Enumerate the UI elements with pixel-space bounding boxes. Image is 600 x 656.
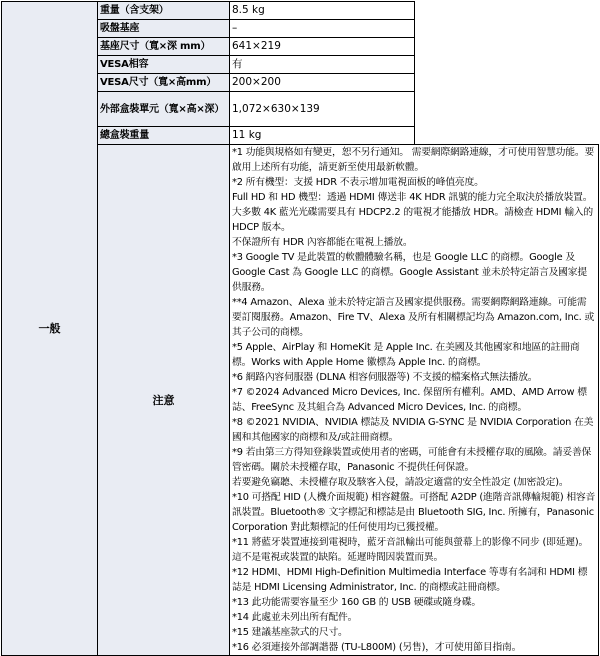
- label-base-size: 基座尺寸（寬×深 mm）: [98, 38, 230, 56]
- value-box-weight: 11 kg: [230, 127, 415, 145]
- note-item: *9 若由第三方得知登錄裝置或使用者的密碼，可能會有未授權存取的風險。請妥善保管密碼。關於未授權存取，Panasonic 不提供任何保證。: [232, 447, 592, 473]
- note-item: *3 Google TV 是此裝置的軟體體驗名稱，也是 Google LLC 的商標。Google 及 Google Cast 為 Google LLC 的商標。Google Assistant 並未於特定語言及國家提供服務。: [232, 252, 587, 293]
- note-item: *10 可搭配 HID (人機介面規範) 相容鍵盤。可搭配 A2DP (進階音訊傳輸規範) 相容音訊裝置。Bluetooth® 文字標記和標誌是由 Bluetooth SIG, Inc. 所擁有，Panasonic Corporation 對此類標記的任何使用均已獲授權。: [232, 492, 596, 533]
- note-item: Full HD 和 HD 機型：透過 HDMI 傳送非 4K HDR 訊號的能力完全取決於播放裝置。大多數 4K 藍光光碟需要具有 HDCP2.2 的電視才能播放 HDR。請檢查 HDMI 輸入的 HDCP 版本。: [232, 192, 593, 233]
- note-item: *2 所有機型：支援 HDR 不表示增加電視面板的峰值亮度。: [232, 177, 484, 188]
- note-item: *5 Apple、AirPlay 和 HomeKit 是 Apple Inc. 在美國及其他國家和地區的註冊商標。Works with Apple Home 徽標為 Apple Inc. 的商標。: [232, 342, 580, 368]
- category-notes: 注意: [98, 145, 230, 656]
- category-general: 一般: [2, 2, 98, 656]
- note-item: *15 建議基座款式的尺寸。: [232, 627, 348, 638]
- note-item: *6 網路內容伺服器 (DLNA 相容伺服器等) 不支援的檔案格式無法播放。: [232, 372, 538, 383]
- spec-table: [1, 1, 599, 656]
- note-item: *11 將藍牙裝置連接到電視時，藍牙音訊輸出可能與螢幕上的影像不同步 (即延遲)。這不是電視或裝置的缺陷。延遲時間因裝置而異。: [232, 537, 589, 563]
- note-item: *7 ©2024 Advanced Micro Devices, Inc. 保留所有權利。AMD、AMD Arrow 標誌、FreeSync 及其組合為 Advanced Micro Devices, Inc. 的商標。: [232, 387, 587, 413]
- value-base-size: 641×219: [230, 38, 415, 56]
- note-item: *14 此處並未列出所有配件。: [232, 612, 358, 623]
- note-item: *16 必須連接外部調諧器 (TU-L800M) (另售)，才可使用節目指南。: [232, 642, 522, 653]
- note-item: *12 HDMI、HDMI High-Definition Multimedia Interface 等專有名詞和 HDMI 標誌是 HDMI Licensing Administrator, Inc. 的商標或註冊商標。: [232, 567, 588, 593]
- label-weight: 重量（含支架）: [98, 2, 230, 20]
- value-suction-base: –: [230, 20, 415, 38]
- label-vesa-compat: VESA相容: [98, 56, 230, 74]
- value-weight: 8.5 kg: [230, 2, 415, 20]
- label-box-weight: 總盒裝重量: [98, 127, 230, 145]
- label-suction-base: 吸盤基座: [98, 20, 230, 38]
- label-vesa-size: VESA尺寸（寬×高mm）: [98, 74, 230, 92]
- label-box-size: 外部盒裝單元（寬×高×深）: [98, 92, 230, 127]
- note-item: *1 功能與規格如有變更，恕不另行通知。 需要網際網路連線，才可使用智慧功能。要啟用上述所有功能，請更新至使用最新軟體。: [232, 147, 595, 173]
- note-item: **4 Amazon、Alexa 並未於特定語言及國家提供服務。需要網際網路連線。可能需要訂閱服務。Amazon、Fire TV、Alexa 及所有相關標記均為 Amazon.com, Inc. 或其子公司的商標。: [232, 297, 595, 338]
- note-item: 不保證所有 HDR 內容都能在電視上播放。: [232, 237, 413, 248]
- note-item: *13 此功能需要容量至少 160 GB 的 USB 硬碟或隨身碟。: [232, 597, 481, 608]
- note-item: 若要避免竊聽、未授權存取及駭客入侵，請設定適當的安全性設定 (加密設定)。: [232, 477, 569, 488]
- value-vesa-compat: 有: [230, 56, 415, 74]
- note-item: *8 ©2021 NVIDIA、NVIDIA 標誌及 NVIDIA G-SYNC 是 NVIDIA Corporation 在美國和其他國家的商標和及/或註冊商標。: [232, 417, 594, 443]
- value-box-size: 1,072×630×139: [230, 92, 415, 127]
- value-vesa-size: 200×200: [230, 74, 415, 92]
- notes-cell: [230, 145, 599, 656]
